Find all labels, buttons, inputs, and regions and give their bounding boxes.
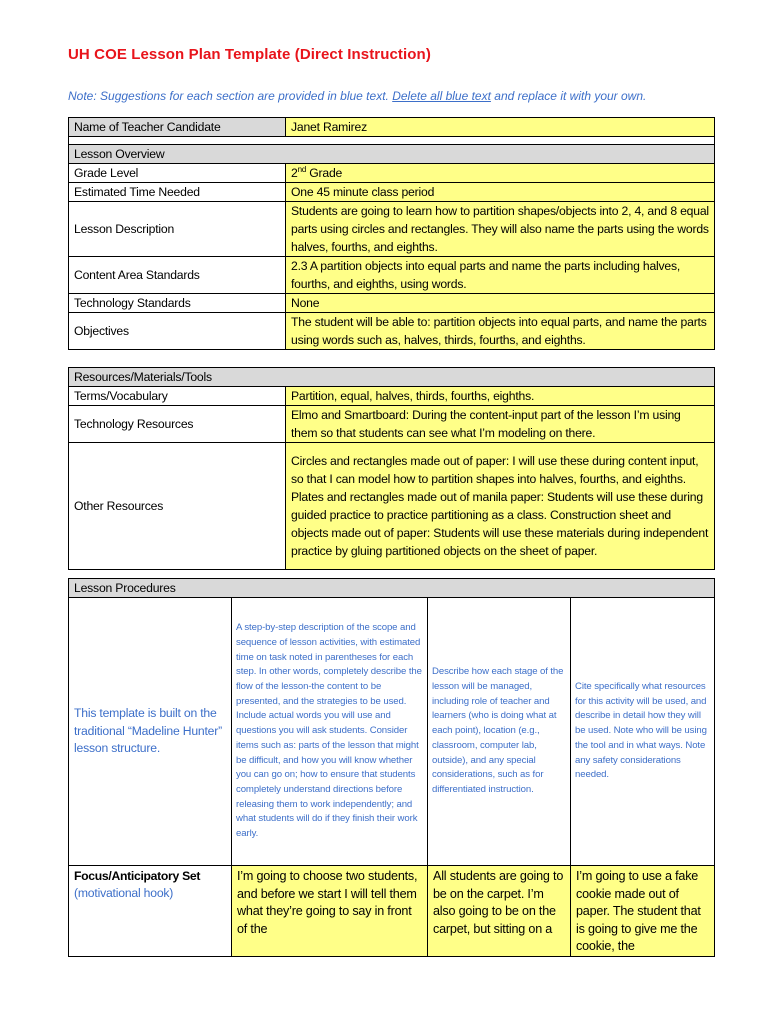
grade-number: 2: [291, 166, 298, 180]
resources-heading: Resources/Materials/Tools: [69, 368, 715, 387]
objectives-value: The student will be able to: partition objects into equal parts, and name the parts using words such as, halves, thirds, fourths, and eighths.: [286, 313, 715, 350]
note-text-1: Note: Suggestions for each section are provided in blue text.: [68, 89, 393, 103]
time-value: One 45 minute class period: [286, 183, 715, 202]
note-emphasis: Delete all blue text: [392, 89, 491, 103]
focus-label: Focus/Anticipatory Set: [74, 869, 201, 883]
focus-subtitle: (motivational hook): [74, 886, 174, 900]
resource-guidance: Cite specifically what resources for this activity will be used, and describe in detail how they will be used. Note who will be using the tool and in what ways. Note any safety considerations needed.: [571, 598, 715, 866]
standards-label: Content Area Standards: [69, 257, 286, 294]
grade-word: Grade: [306, 166, 343, 180]
grade-value: [286, 164, 715, 183]
tech-standards-label: Technology Standards: [69, 294, 286, 313]
template-intro: This template is built on the traditional “Madeline Hunter” lesson structure.: [69, 598, 232, 866]
grade-suffix: nd: [297, 164, 307, 174]
teacher-value: Janet Ramirez: [286, 118, 715, 137]
overview-table: [68, 117, 715, 350]
focus-sequence: I’m going to choose two students, and before we start I will tell them what they’re going to say in front of the: [232, 866, 428, 957]
vocabulary-label: Terms/Vocabulary: [69, 387, 286, 406]
sequence-guidance: A step-by-step description of the scope and sequence of lesson activities, with estimated time on task noted in parentheses for each step. In other words, completely describe the flow of the lesson-the content to be presented, and the strategies to be used. Include actual words you will use and questions you will ask students. Consider items such as: parts of the lesson that might be difficult, and how you will know whether you can go on; how to ensure that students completely understand directions before releasing them to work independently; and what students will do if they finish their work early.: [232, 598, 428, 866]
standards-value: 2.3 A partition objects into equal parts and name the parts including halves, fourths, and eighths, using words.: [286, 257, 715, 294]
focus-management: All students are going to be on the carpet. I’m also going to be on the carpet, but sitting on a: [428, 866, 571, 957]
other-resources-value: Circles and rectangles made out of paper: I will use these during content input, so that I can model how to partition shapes into halves, fourths, and eighths. Plates and rectangles made out of manila paper: Students will use these during guided practice to practice partitioning as a class. Construction sheet and objects made out of paper: Students will use these materials during independent practice by gluing partitioned objects on the sheet of paper.: [286, 443, 715, 570]
focus-cell: [69, 866, 232, 957]
tech-standards-value: None: [286, 294, 715, 313]
description-value: Students are going to learn how to partition shapes/objects into 2, 4, and 8 equal parts using circles and rectangles. They will also name the parts using the words halves, fourths, and eighths.: [286, 202, 715, 257]
tech-resources-value: Elmo and Smartboard: During the content-input part of the lesson I’m using them so that students can see what I’m modeling on there.: [286, 406, 715, 443]
teacher-label: Name of Teacher Candidate: [69, 118, 286, 137]
document-title: UH COE Lesson Plan Template (Direct Instruction): [68, 46, 431, 63]
vocabulary-value: Partition, equal, halves, thirds, fourths, eighths.: [286, 387, 715, 406]
description-label: Lesson Description: [69, 202, 286, 257]
other-resources-label: Other Resources: [69, 443, 286, 570]
procedures-table: [68, 578, 715, 957]
note-text-2: and replace it with your own.: [490, 89, 647, 103]
focus-resources: I’m going to use a fake cookie made out of paper. The student that is going to give me the cookie, the: [571, 866, 715, 957]
tech-resources-label: Technology Resources: [69, 406, 286, 443]
objectives-label: Objectives: [69, 313, 286, 350]
overview-heading: Lesson Overview: [69, 145, 715, 164]
instruction-note: [68, 89, 646, 103]
procedures-heading: Lesson Procedures: [69, 579, 715, 598]
management-guidance: Describe how each stage of the lesson will be managed, including role of teacher and learners (who is doing what at each point), location (e.g., classroom, computer lab, outside), and any special considerations, such as for differentiated instruction.: [428, 598, 571, 866]
resources-table: [68, 367, 715, 570]
time-label: Estimated Time Needed: [69, 183, 286, 202]
grade-label: Grade Level: [69, 164, 286, 183]
